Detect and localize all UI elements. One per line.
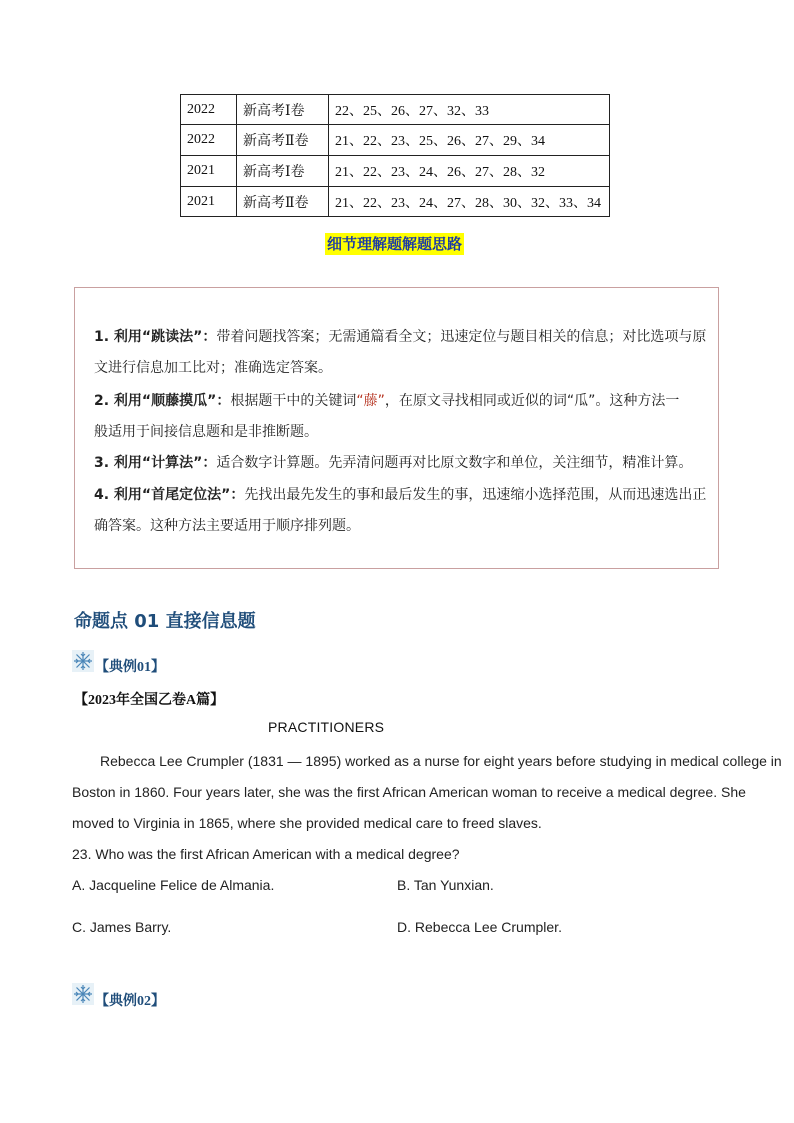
- method-1-line-2: [94, 357, 332, 377]
- paper-cell: 新高考Ⅱ卷: [237, 125, 329, 156]
- method-label: 1. 利用“跳读法”：: [94, 329, 217, 345]
- year-cell: 2022: [181, 125, 237, 156]
- passage-line: moved to Virginia in 1865, where she provided medical care to freed slaves.: [72, 815, 542, 831]
- method-title: 细节理解题解题思路: [327, 235, 463, 253]
- method-text: ，在原文寻找相同或近似的词“瓜”。这种方法一: [384, 393, 680, 409]
- questions-cell: 21、22、23、24、26、27、28、32: [329, 156, 610, 187]
- table-row: [181, 187, 610, 217]
- method-text: 文进行信息加工比对；准确选定答案。: [94, 360, 332, 376]
- option-b: B. Tan Yunxian.: [397, 877, 494, 893]
- table-row: [181, 125, 610, 156]
- method-text: 先找出最先发生的事和最后发生的事，迅速缩小选择范围，从而迅速选出正: [244, 487, 707, 503]
- questions-cell: 22、25、26、27、32、33: [329, 95, 610, 125]
- method-2-line-2: [94, 421, 318, 441]
- year-cell: 2022: [181, 95, 237, 125]
- table-row: [181, 95, 610, 125]
- method-text: 根据题干中的关键词: [230, 393, 357, 409]
- snowflake-icon: [72, 983, 94, 1005]
- method-2-line-1: [94, 390, 679, 410]
- method-4-line-1: [94, 484, 706, 504]
- option-c: C. James Barry.: [72, 919, 172, 935]
- method-3-line-1: [94, 452, 692, 472]
- section-heading: 命题点 01 直接信息题: [74, 611, 256, 632]
- snowflake-icon: [72, 650, 94, 672]
- year-cell: 2021: [181, 156, 237, 187]
- option-d: D. Rebecca Lee Crumpler.: [397, 919, 562, 935]
- method-text: 带着问题找答案；无需通篇看全文；迅速定位与题目相关的信息；对比选项与原: [216, 329, 707, 345]
- paper-cell: 新高考Ⅰ卷: [237, 156, 329, 187]
- method-4-line-2: [94, 515, 360, 535]
- method-text: 确答案。这种方法主要适用于顺序排列题。: [94, 518, 360, 534]
- questions-cell: 21、22、23、25、26、27、29、34: [329, 125, 610, 156]
- method-label: 3. 利用“计算法”：: [94, 455, 217, 471]
- method-text: 适合数字计算题。先弄清问题再对比原文数字和单位，关注细节，精准计算。: [216, 455, 693, 471]
- exam-year-table: [180, 94, 610, 217]
- method-text: 般适用于间接信息题和是非推断题。: [94, 424, 318, 440]
- method-label: 2. 利用“顺藤摸瓜”：: [94, 393, 231, 409]
- passage-line: Rebecca Lee Crumpler (1831 — 1895) worked as a nurse for eight years before studying in medical college in: [100, 753, 782, 769]
- method-label: 4. 利用“首尾定位法”：: [94, 487, 245, 503]
- method-1-line-1: [94, 326, 706, 346]
- table-row: [181, 156, 610, 187]
- example-1-label: 【典例01】: [95, 660, 165, 675]
- passage-title: PRACTITIONERS: [268, 719, 385, 735]
- questions-cell: 21、22、23、24、27、28、30、32、33、34: [329, 187, 610, 217]
- paper-cell: 新高考Ⅱ卷: [237, 187, 329, 217]
- question-text: 23. Who was the first African American with a medical degree?: [72, 846, 460, 862]
- option-a: A. Jacqueline Felice de Almania.: [72, 877, 275, 893]
- passage-line: Boston in 1860. Four years later, she was the first African American woman to receive a medical degree. She: [72, 784, 746, 800]
- method-keyword: “藤”: [356, 393, 385, 409]
- example-source: 【2023年全国乙卷A篇】: [74, 693, 225, 708]
- year-cell: 2021: [181, 187, 237, 217]
- paper-cell: 新高考Ⅰ卷: [237, 95, 329, 125]
- example-2-label: 【典例02】: [95, 994, 165, 1009]
